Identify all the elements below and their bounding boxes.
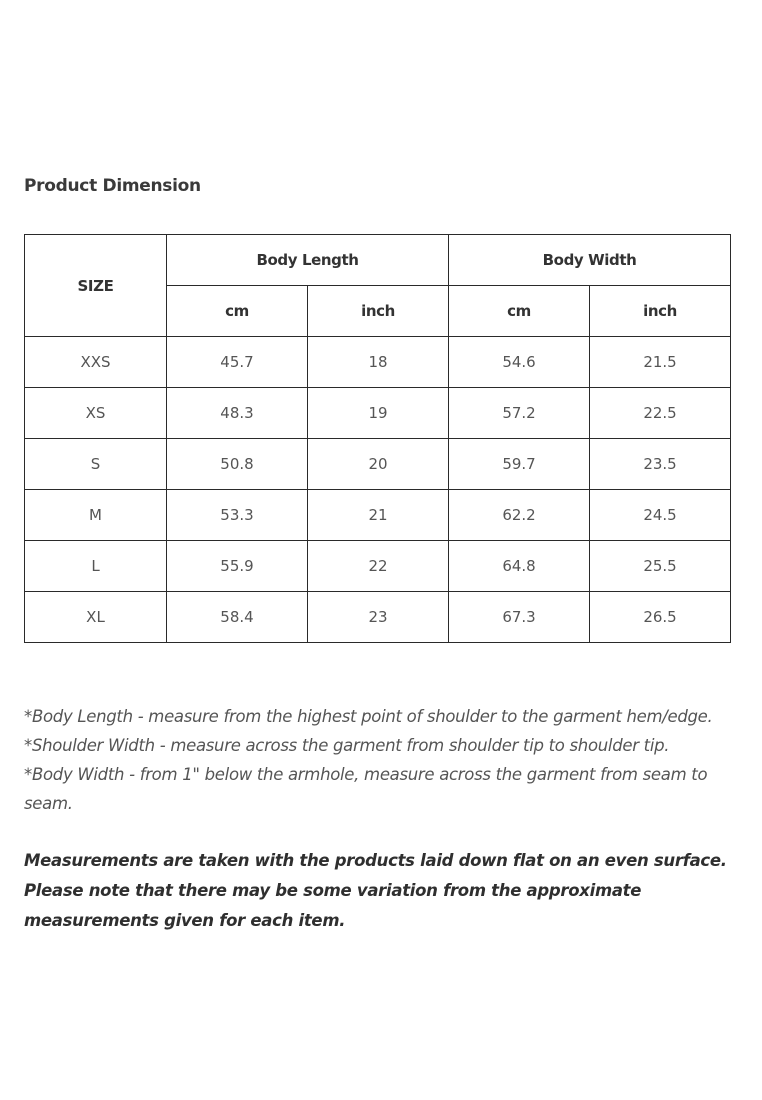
size-cell: XL <box>25 592 167 643</box>
size-cell: XS <box>25 388 167 439</box>
body-length-header: Body Length <box>167 235 449 286</box>
value-cell: 62.2 <box>449 490 590 541</box>
size-cell: M <box>25 490 167 541</box>
unit-header: cm <box>449 286 590 337</box>
value-cell: 54.6 <box>449 337 590 388</box>
value-cell: 22 <box>308 541 449 592</box>
page-title: Product Dimension <box>24 176 201 196</box>
unit-header: inch <box>308 286 449 337</box>
value-cell: 19 <box>308 388 449 439</box>
value-cell: 23 <box>308 592 449 643</box>
value-cell: 53.3 <box>167 490 308 541</box>
body-width-header: Body Width <box>449 235 731 286</box>
value-cell: 21 <box>308 490 449 541</box>
note-shoulder-width: *Shoulder Width - measure across the garment from shoulder tip to shoulder tip. <box>24 736 670 755</box>
measurement-notes <box>24 702 734 818</box>
value-cell: 25.5 <box>590 541 731 592</box>
note-body-width: *Body Width - from 1" below the armhole, measure across the garment from seam to seam. <box>24 765 708 813</box>
size-cell: XXS <box>25 337 167 388</box>
measurement-disclaimer: Measurements are taken with the products laid down flat on an even surface. Please note that there may be some variation from the approximate measurements given for each item. <box>24 851 727 930</box>
value-cell: 21.5 <box>590 337 731 388</box>
size-chart-table <box>24 234 731 643</box>
size-column-header: SIZE <box>25 235 167 337</box>
table-header-row <box>25 235 731 286</box>
size-cell: S <box>25 439 167 490</box>
table-row <box>25 337 731 388</box>
value-cell: 45.7 <box>167 337 308 388</box>
value-cell: 23.5 <box>590 439 731 490</box>
value-cell: 50.8 <box>167 439 308 490</box>
value-cell: 26.5 <box>590 592 731 643</box>
value-cell: 58.4 <box>167 592 308 643</box>
value-cell: 64.8 <box>449 541 590 592</box>
value-cell: 22.5 <box>590 388 731 439</box>
value-cell: 20 <box>308 439 449 490</box>
table-row <box>25 592 731 643</box>
unit-header: cm <box>167 286 308 337</box>
table-row <box>25 541 731 592</box>
table-row <box>25 439 731 490</box>
value-cell: 48.3 <box>167 388 308 439</box>
value-cell: 24.5 <box>590 490 731 541</box>
value-cell: 67.3 <box>449 592 590 643</box>
value-cell: 57.2 <box>449 388 590 439</box>
table-row <box>25 490 731 541</box>
value-cell: 55.9 <box>167 541 308 592</box>
table-row <box>25 388 731 439</box>
value-cell: 18 <box>308 337 449 388</box>
value-cell: 59.7 <box>449 439 590 490</box>
unit-header: inch <box>590 286 731 337</box>
size-cell: L <box>25 541 167 592</box>
note-body-length: *Body Length - measure from the highest point of shoulder to the garment hem/edge. <box>24 707 713 726</box>
